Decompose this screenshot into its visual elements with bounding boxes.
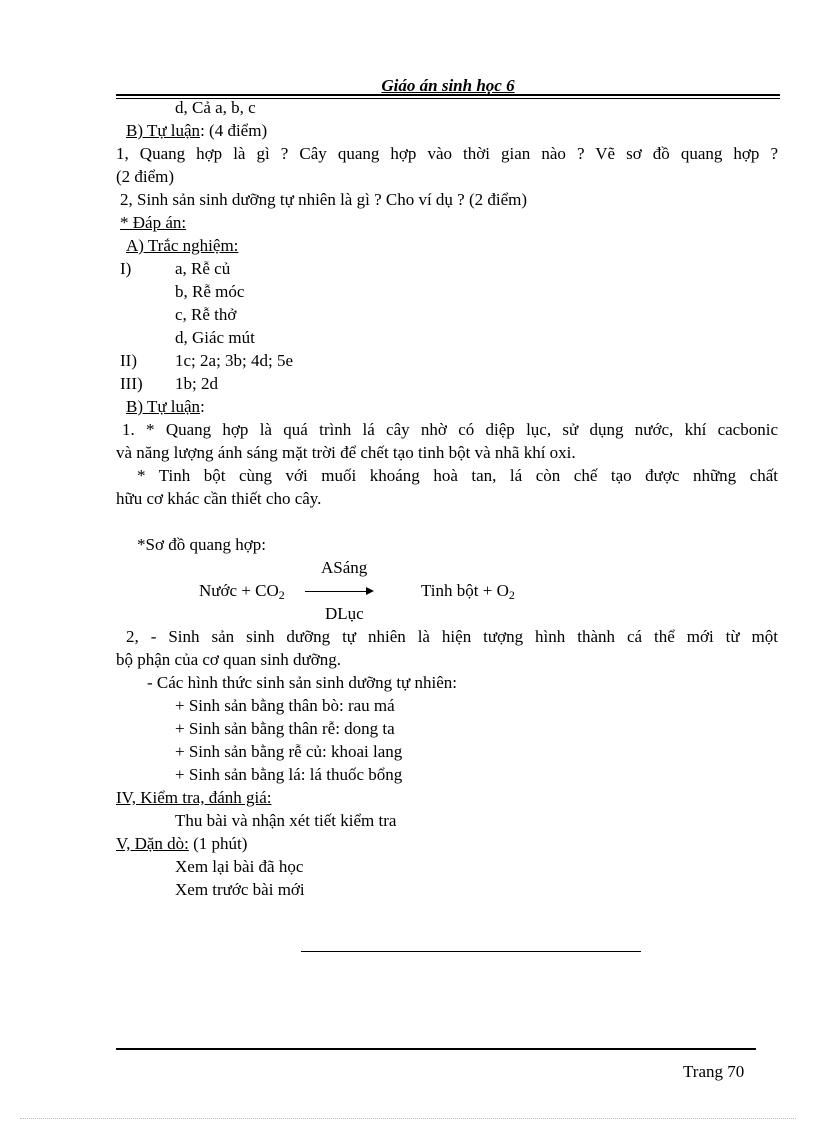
- formula-reactants-subscript: 2: [278, 588, 285, 602]
- formula-products-subscript: 2: [508, 588, 515, 602]
- answer-iii: 1b; 2d: [175, 374, 218, 393]
- page-edge: [20, 1118, 796, 1119]
- section-a-heading: A) Trắc nghiệm:: [126, 236, 239, 255]
- question-1-points: (2 điểm): [116, 167, 175, 186]
- footer-rule: [116, 1048, 756, 1050]
- form-item: + Sinh sản bằng thân bò: rau má: [175, 696, 395, 715]
- form-item: + Sinh sản bằng rễ củ: khoai lang: [175, 742, 403, 761]
- answer-i-b: b, Rễ móc: [175, 282, 245, 301]
- section-v-duration: (1 phút): [188, 834, 248, 853]
- answer-iii-number: III): [120, 374, 143, 393]
- forms-heading: - Các hình thức sinh sản sinh dưỡng tự nhiên:: [147, 673, 458, 692]
- option-d: d, Cả a, b, c: [175, 98, 256, 117]
- section-b-answer-colon: :: [200, 397, 205, 416]
- section-b-label: B) Tự luận: [126, 121, 201, 140]
- answer-1-line-4: hữu cơ khác cần thiết cho cây.: [116, 489, 322, 508]
- answer-ii: 1c; 2a; 3b; 4d; 5e: [175, 351, 294, 370]
- section-b-heading: [126, 121, 267, 141]
- section-b-points: : (4 điểm): [200, 121, 268, 140]
- formula-condition-bottom: DLục: [325, 604, 364, 623]
- header-rule: [116, 94, 780, 96]
- formula-products: [421, 581, 515, 605]
- end-divider: [301, 951, 641, 952]
- diagram-heading: *Sơ đồ quang hợp:: [137, 535, 266, 554]
- form-item: + Sinh sản bằng thân rễ: dong ta: [175, 719, 395, 738]
- arrow-head-icon: [366, 587, 374, 595]
- answer-i-number: I): [120, 259, 132, 278]
- answer-2-line-2: bộ phận của cơ quan sinh dưỡng.: [116, 650, 342, 669]
- answer-heading: * Đáp án:: [120, 213, 187, 232]
- section-v-label: V, Dặn dò:: [116, 834, 189, 853]
- question-1: 1, Quang hợp là gì ? Cây quang hợp vào thời gian nào ? Vẽ sơ đồ quang hợp ?: [116, 144, 778, 163]
- answer-2-line-1: 2, - Sinh sản sinh dưỡng tự nhiên là hiện tượng hình thành cá thể mới từ một: [126, 627, 778, 646]
- section-iv-text: Thu bài và nhận xét tiết kiểm tra: [175, 811, 397, 830]
- page-number: Trang 70: [683, 1062, 745, 1081]
- header-title: Giáo án sinh học 6: [381, 76, 515, 95]
- formula-products-text: Tinh bột + O: [421, 581, 509, 600]
- reaction-arrow: [305, 591, 367, 592]
- section-v-heading: [116, 834, 247, 854]
- question-2: 2, Sinh sản sinh dưỡng tự nhiên là gì ? Cho ví dụ ? (2 điểm): [120, 190, 528, 209]
- answer-1-line-2: và năng lượng ánh sáng mặt trời để chết tạo tinh bột và nhã khí oxi.: [116, 443, 576, 462]
- homework-item: Xem lại bài đã học: [175, 857, 304, 876]
- section-b-answer-heading: [126, 397, 205, 417]
- answer-1-line-1: 1. * Quang hợp là quá trình lá cây nhờ có diệp lục, sử dụng nước, khí cacbonic: [122, 420, 778, 439]
- answer-1-line-3: * Tinh bột cùng với muối khoáng hoà tan, lá còn chế tạo được những chất: [137, 466, 778, 485]
- answer-i-d: d, Giác mút: [175, 328, 255, 347]
- section-iv-heading: IV, Kiểm tra, đánh giá:: [116, 788, 272, 807]
- formula-reactants-text: Nước + CO: [199, 581, 279, 600]
- form-item: + Sinh sản bằng lá: lá thuốc bổng: [175, 765, 403, 784]
- homework-item: Xem trước bài mới: [175, 880, 305, 899]
- formula-condition-top: ASáng: [321, 558, 368, 577]
- answer-i-a: a, Rễ củ: [175, 259, 231, 278]
- section-b-answer-label: B) Tự luận: [126, 397, 201, 416]
- answer-ii-number: II): [120, 351, 137, 370]
- answer-i-c: c, Rễ thở: [175, 305, 237, 324]
- formula-reactants: [199, 581, 285, 605]
